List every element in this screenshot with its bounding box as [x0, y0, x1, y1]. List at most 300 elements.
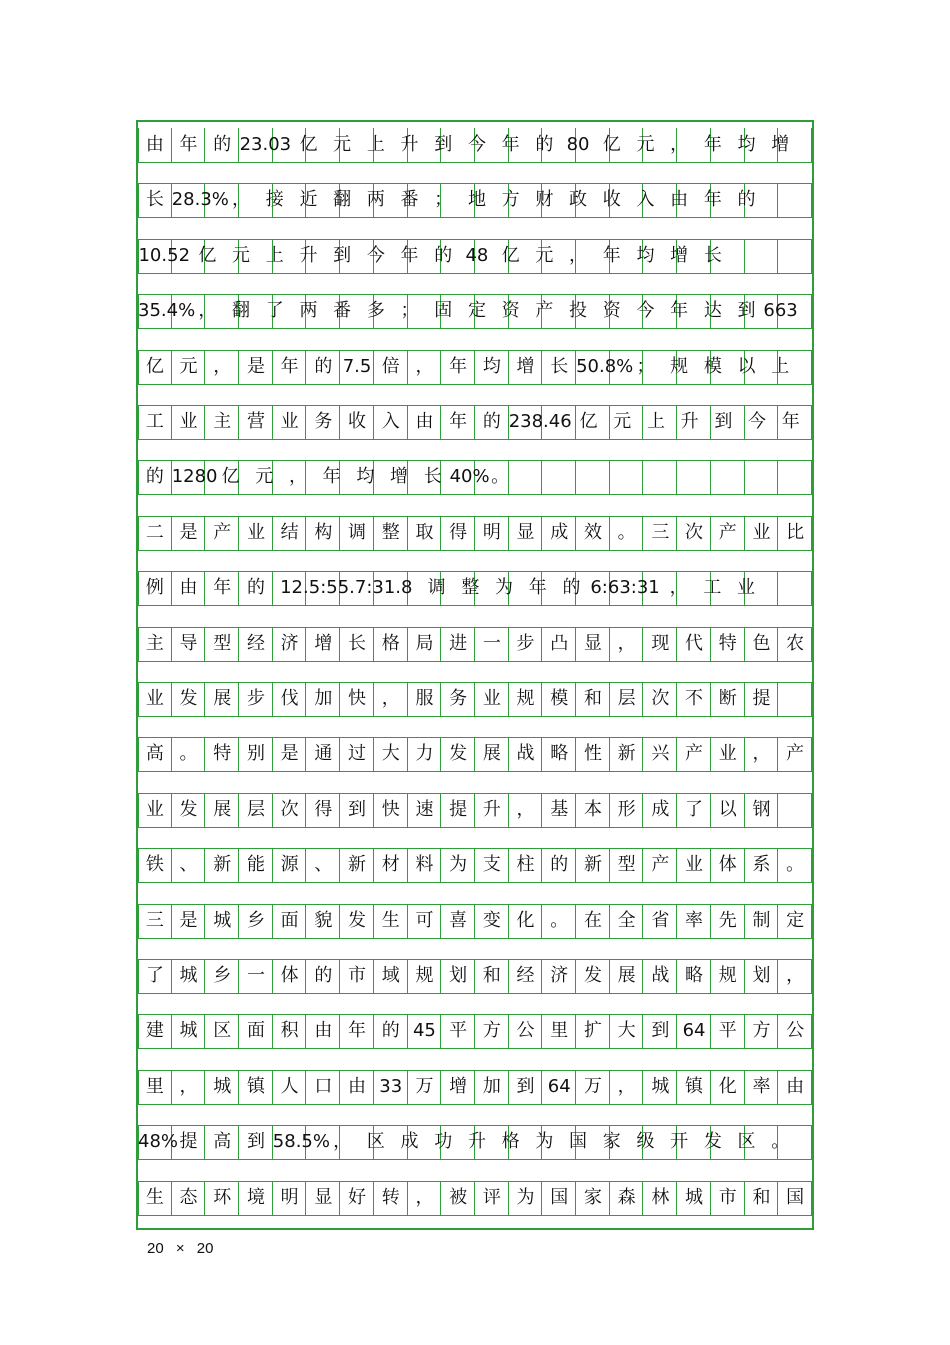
grid-char: 格: [381, 632, 400, 654]
grid-char: 为: [449, 854, 468, 876]
grid-char: 材: [381, 854, 400, 876]
grid-char: 凸: [550, 632, 569, 654]
grid-char: 镇: [685, 1075, 704, 1097]
grid-char: 局: [415, 632, 434, 654]
grid-char: 业: [280, 411, 299, 432]
grid-char: 年: [179, 134, 198, 155]
grid-char: 规: [718, 965, 737, 986]
grid-char: 效: [583, 521, 602, 543]
grid-char: 是: [280, 743, 299, 765]
grid-char: 58.5%: [272, 1131, 330, 1153]
row-line: [138, 848, 812, 849]
grid-char: ；: [400, 300, 419, 322]
grid-char: 的: [482, 411, 501, 432]
grid-char: 80: [566, 134, 590, 155]
grid-char: 先: [718, 909, 737, 931]
grid-char: 年: [322, 466, 341, 488]
grid-char: 化: [516, 909, 535, 931]
grid-char: 资: [602, 300, 621, 322]
grid-char: 服: [415, 688, 434, 709]
grid-char: ，: [333, 1131, 352, 1153]
grid-char: 长: [348, 632, 367, 654]
grid-char: 的: [550, 854, 569, 876]
grid-char: 由: [415, 411, 434, 432]
grid-char: 翻: [333, 189, 352, 211]
grid-char: 提: [179, 1131, 198, 1153]
grid-char: 两: [366, 189, 385, 211]
grid-char: 里: [145, 1075, 164, 1097]
grid-char: 规: [516, 688, 535, 709]
grid-char: 产: [213, 521, 232, 543]
grid-char: 系: [752, 854, 771, 876]
grid-char: 和: [752, 1186, 771, 1208]
row-line: [138, 1070, 812, 1071]
grid-char: 产: [685, 743, 704, 765]
grid-char: 新: [617, 743, 636, 765]
grid-char: 6:63:31: [590, 577, 660, 599]
grid-char: 经: [246, 632, 265, 654]
grid-char: 成: [400, 1131, 419, 1153]
grid-char: 次: [685, 521, 704, 543]
grid-char: 元: [179, 355, 198, 377]
grid-char: 显: [583, 632, 602, 654]
grid-char: 家: [583, 1186, 602, 1208]
grid-char: 均: [356, 466, 375, 488]
grid-cell: [778, 460, 812, 494]
grid-char: 年: [703, 134, 722, 155]
grid-char: 市: [718, 1186, 737, 1208]
grid-char: 展: [617, 965, 636, 986]
grid-cell: [778, 682, 812, 716]
grid-char: 代: [685, 632, 704, 654]
grid-char: 亿: [221, 466, 240, 488]
grid-char: ，: [381, 688, 400, 709]
grid-char: 到: [348, 798, 367, 820]
grid-char: 年: [528, 577, 547, 599]
grid-char: 积: [280, 1020, 299, 1042]
grid-char: 。: [550, 909, 569, 931]
grid-char: 上: [771, 355, 790, 377]
grid-char: 的: [737, 189, 756, 211]
grid-char: 发: [449, 743, 468, 765]
grid-char: 年: [501, 134, 520, 155]
grid-char: 亿: [501, 244, 520, 266]
grid-char: 扩: [583, 1020, 602, 1042]
grid-char: 境: [246, 1186, 265, 1208]
grid-char: 元: [333, 134, 352, 155]
grid-cell: [644, 460, 678, 494]
grid-char: 特: [213, 743, 232, 765]
grid-char: 产: [535, 300, 554, 322]
grid-char: 济: [280, 632, 299, 654]
grid-char: 环: [213, 1186, 232, 1208]
grid-char: 今: [748, 411, 767, 432]
grid-char: 的: [314, 965, 333, 986]
grid-char: 7.5: [342, 355, 372, 377]
grid-char: 例: [145, 577, 164, 599]
grid-char: 规: [670, 355, 689, 377]
grid-row: [138, 1125, 812, 1159]
grid-char: 工: [145, 411, 164, 432]
grid-row: [138, 128, 812, 162]
grid-char: 人: [280, 1075, 299, 1097]
grid-char: 23.03: [239, 134, 292, 155]
grid-char: ，: [516, 798, 535, 820]
row-line: [138, 793, 812, 794]
grid-char: 模: [703, 355, 722, 377]
grid-char: 的: [145, 466, 164, 488]
grid-char: 元: [255, 466, 274, 488]
row-line: [138, 273, 812, 274]
grid-char: 投: [569, 300, 588, 322]
grid-char: 生: [381, 909, 400, 931]
grid-row: [138, 183, 812, 217]
grid-char: 结: [280, 521, 299, 543]
row-line: [138, 605, 812, 606]
grid-char: 元: [613, 411, 632, 432]
grid-char: 万: [415, 1075, 434, 1097]
grid-size-label: [147, 1240, 213, 1257]
row-line: [138, 771, 812, 772]
grid-char: 业: [246, 521, 265, 543]
row-line: [138, 460, 812, 461]
grid-char: 划: [449, 965, 468, 986]
grid-char: 加: [314, 688, 333, 709]
grid-char: 城: [213, 909, 232, 931]
grid-char: 体: [718, 854, 737, 876]
grid-char: 步: [246, 688, 265, 709]
grid-char: 明: [482, 521, 501, 543]
grid-char: 战: [516, 743, 535, 765]
grid-char: 的: [381, 1020, 400, 1042]
grid-char: 比: [786, 521, 805, 543]
grid-char: 建: [145, 1020, 164, 1042]
grid-char: 力: [415, 743, 434, 765]
row-line: [138, 494, 812, 495]
grid-char: 略: [550, 743, 569, 765]
grid-char: 整: [381, 521, 400, 543]
row-line: [138, 993, 812, 994]
grid-char: ，: [752, 743, 771, 765]
grid-char: 升: [467, 1131, 486, 1153]
grid-char: 提: [449, 798, 468, 820]
row-line: [138, 1104, 812, 1105]
grid-char: 升: [482, 798, 501, 820]
grid-char: 伐: [280, 688, 299, 709]
grid-row: [138, 959, 812, 993]
grid-char: ，: [179, 1075, 198, 1097]
grid-char: 发: [179, 798, 198, 820]
grid-char: 划: [752, 965, 771, 986]
grid-char: 以: [718, 798, 737, 820]
grid-char: 明: [280, 1186, 299, 1208]
grid-cell: [778, 239, 812, 273]
grid-char: 为: [535, 1131, 554, 1153]
grid-char: 方: [752, 1020, 771, 1042]
grid-char: 速: [415, 798, 434, 820]
grid-char: 被: [449, 1186, 468, 1208]
grid-char: 显: [314, 1186, 333, 1208]
grid-char: 发: [179, 688, 198, 709]
grid-char: 发: [583, 965, 602, 986]
grid-char: 模: [550, 688, 569, 709]
grid-char: 增: [390, 466, 409, 488]
grid-char: 好: [348, 1186, 367, 1208]
grid-char: 663: [763, 300, 798, 322]
grid-char: 上: [265, 244, 284, 266]
row-line: [138, 1048, 812, 1049]
grid-char: 评: [482, 1186, 501, 1208]
grid-char: 12.5:55.7:31.8: [280, 577, 413, 599]
grid-char: 近: [299, 189, 318, 211]
grid-char: 市: [348, 965, 367, 986]
grid-char: ，: [617, 632, 636, 654]
grid-char: 里: [550, 1020, 569, 1042]
grid-char: 亿: [145, 355, 164, 377]
grid-char: 升: [680, 411, 699, 432]
grid-row: [138, 294, 812, 328]
grid-char: 域: [381, 965, 400, 986]
grid-char: 元: [636, 134, 655, 155]
grid-char: 战: [651, 965, 670, 986]
grid-row: [138, 682, 812, 716]
grid-char: 变: [482, 909, 501, 931]
grid-char: 快: [348, 688, 367, 709]
grid-char: 主: [145, 632, 164, 654]
grid-char: 国: [569, 1131, 588, 1153]
grid-char: 城: [213, 1075, 232, 1097]
grid-char: 层: [246, 798, 265, 820]
grid-char: 貌: [314, 909, 333, 931]
grid-char: 是: [179, 909, 198, 931]
grid-char: 济: [550, 965, 569, 986]
grid-char: 增: [449, 1075, 468, 1097]
row-line: [138, 627, 812, 628]
grid-char: 化: [718, 1075, 737, 1097]
grid-char: 地: [467, 189, 486, 211]
grid-char: 镇: [246, 1075, 265, 1097]
row-line: [138, 550, 812, 551]
grid-char: 长: [703, 244, 722, 266]
grid-char: 面: [280, 909, 299, 931]
grid-char: 发: [703, 1131, 722, 1153]
grid-char: 制: [752, 909, 771, 931]
grid-cell: [610, 460, 644, 494]
grid-char: 平: [718, 1020, 737, 1042]
grid-char: 展: [213, 688, 232, 709]
grid-char: 48: [465, 244, 489, 266]
grid-char: 城: [685, 1186, 704, 1208]
grid-char: 和: [583, 688, 602, 709]
grid-char: 今: [636, 300, 655, 322]
grid-char: 主: [213, 411, 232, 432]
row-line: [138, 350, 812, 351]
grid-char: 基: [550, 798, 569, 820]
row-line: [138, 661, 812, 662]
grid-char: 年: [280, 355, 299, 377]
grid-char: 导: [179, 632, 198, 654]
grid-char: 的: [246, 577, 265, 599]
grid-char: 是: [246, 355, 265, 377]
grid-char: 均: [482, 355, 501, 377]
grid-cell: [778, 183, 812, 217]
grid-char: 色: [752, 632, 771, 654]
grid-char: 和: [482, 965, 501, 986]
grid-char: 入: [636, 189, 655, 211]
grid-char: 均: [737, 134, 756, 155]
grid-char: 亿: [602, 134, 621, 155]
grid-char: 50.8%: [576, 355, 634, 377]
grid-char: 长: [550, 355, 569, 377]
grid-char: 经: [516, 965, 535, 986]
grid-char: 形: [617, 798, 636, 820]
grid-char: 展: [213, 798, 232, 820]
grid-char: 不: [685, 688, 704, 709]
grid-char: ；: [636, 355, 655, 377]
grid-char: 、: [179, 854, 198, 876]
grid-char: 达: [703, 300, 722, 322]
grid-char: 翻: [232, 300, 251, 322]
grid-char: 务: [314, 411, 333, 432]
grid-char: ，: [569, 244, 588, 266]
row-line: [138, 239, 812, 240]
grid-char: 长: [423, 466, 442, 488]
row-line: [138, 439, 812, 440]
grid-char: 本: [583, 798, 602, 820]
grid-char: 公: [516, 1020, 535, 1042]
grid-char: 万: [583, 1075, 602, 1097]
grid-char: 调: [348, 521, 367, 543]
grid-char: 次: [651, 688, 670, 709]
grid-char: 升: [400, 134, 419, 155]
grid-row: [138, 239, 812, 273]
row-line: [138, 737, 812, 738]
grid-char: 财: [535, 189, 554, 211]
row-line: [138, 1215, 812, 1216]
grid-char: 由: [179, 577, 198, 599]
grid-char: 亿: [299, 134, 318, 155]
grid-row: [138, 627, 812, 661]
grid-char: 乡: [213, 965, 232, 986]
grid-char: 了: [145, 965, 164, 986]
grid-char: 倍: [381, 355, 400, 377]
grid-char: 亿: [198, 244, 217, 266]
grid-char: 长: [145, 189, 164, 211]
grid-char: ，: [786, 965, 805, 986]
grid-char: 年: [670, 300, 689, 322]
grid-char: 48%: [138, 1131, 179, 1153]
grid-char: 35.4%: [138, 300, 196, 322]
grid-char: 区: [737, 1131, 756, 1153]
grid-char: 高: [213, 1131, 232, 1153]
grid-char: 两: [299, 300, 318, 322]
grid-char: 态: [179, 1186, 198, 1208]
grid-columns-count: 20: [147, 1240, 164, 1257]
grid-char: 33: [379, 1075, 403, 1097]
grid-char: 由: [670, 189, 689, 211]
grid-char: 家: [602, 1131, 621, 1153]
grid-char: 增: [516, 355, 535, 377]
grid-row: [138, 350, 812, 384]
grid-row: [138, 904, 812, 938]
grid-char: 快: [381, 798, 400, 820]
grid-char: 柱: [516, 854, 535, 876]
row-line: [138, 1159, 812, 1160]
grid-char: 率: [685, 909, 704, 931]
grid-char: 收: [348, 411, 367, 432]
row-line: [138, 938, 812, 939]
grid-char: 级: [636, 1131, 655, 1153]
grid-char: 区: [366, 1131, 385, 1153]
grid-char: 次: [280, 798, 299, 820]
grid-char: 在: [583, 909, 602, 931]
grid-char: 今: [366, 244, 385, 266]
grid-char: 年: [602, 244, 621, 266]
grid-char: 特: [718, 632, 737, 654]
grid-char: 口: [314, 1075, 333, 1097]
row-line: [138, 516, 812, 517]
grid-char: 是: [179, 521, 198, 543]
grid-char: 森: [617, 1186, 636, 1208]
grid-char: 成: [550, 521, 569, 543]
row-line: [138, 183, 812, 184]
grid-char: 定: [786, 909, 805, 931]
grid-char: 为: [495, 577, 514, 599]
grid-char: 能: [246, 854, 265, 876]
grid-char: 转: [381, 1186, 400, 1208]
grid-char: 的: [535, 134, 554, 155]
grid-cell: [711, 460, 745, 494]
grid-char: 整: [461, 577, 480, 599]
grid-char: 率: [752, 1075, 771, 1097]
grid-char: 年: [400, 244, 419, 266]
grid-char: 加: [482, 1075, 501, 1097]
grid-char: 国: [550, 1186, 569, 1208]
grid-char: 年: [449, 411, 468, 432]
grid-char: 番: [333, 300, 352, 322]
grid-char: 、: [314, 854, 333, 876]
grid-char: 上: [646, 411, 665, 432]
row-line: [138, 294, 812, 295]
grid-char: 的: [434, 244, 453, 266]
grid-char: 238.46: [508, 411, 572, 432]
grid-char: 到: [434, 134, 453, 155]
grid-char: 通: [314, 743, 333, 765]
grid-char: 业: [145, 798, 164, 820]
grid-char: 喜: [449, 909, 468, 931]
grid-char: 业: [145, 688, 164, 709]
grid-char: 收: [602, 189, 621, 211]
grid-char: 业: [685, 854, 704, 876]
grid-char: ，: [617, 1075, 636, 1097]
grid-char: ，: [198, 300, 217, 322]
grid-char: 年: [348, 1020, 367, 1042]
grid-char: 农: [786, 632, 805, 654]
grid-row: [138, 793, 812, 827]
grid-char: 64: [547, 1075, 571, 1097]
grid-char: 到: [333, 244, 352, 266]
grid-char: 全: [617, 909, 636, 931]
row-line: [138, 904, 812, 905]
grid-char: 性: [583, 743, 602, 765]
grid-char: 兴: [651, 743, 670, 765]
grid-char: 的: [314, 355, 333, 377]
grid-char: ，: [232, 189, 251, 211]
grid-char: 过: [348, 743, 367, 765]
grid-char: ，: [669, 577, 688, 599]
grid-char: 增: [670, 244, 689, 266]
grid-char: 三: [651, 521, 670, 543]
